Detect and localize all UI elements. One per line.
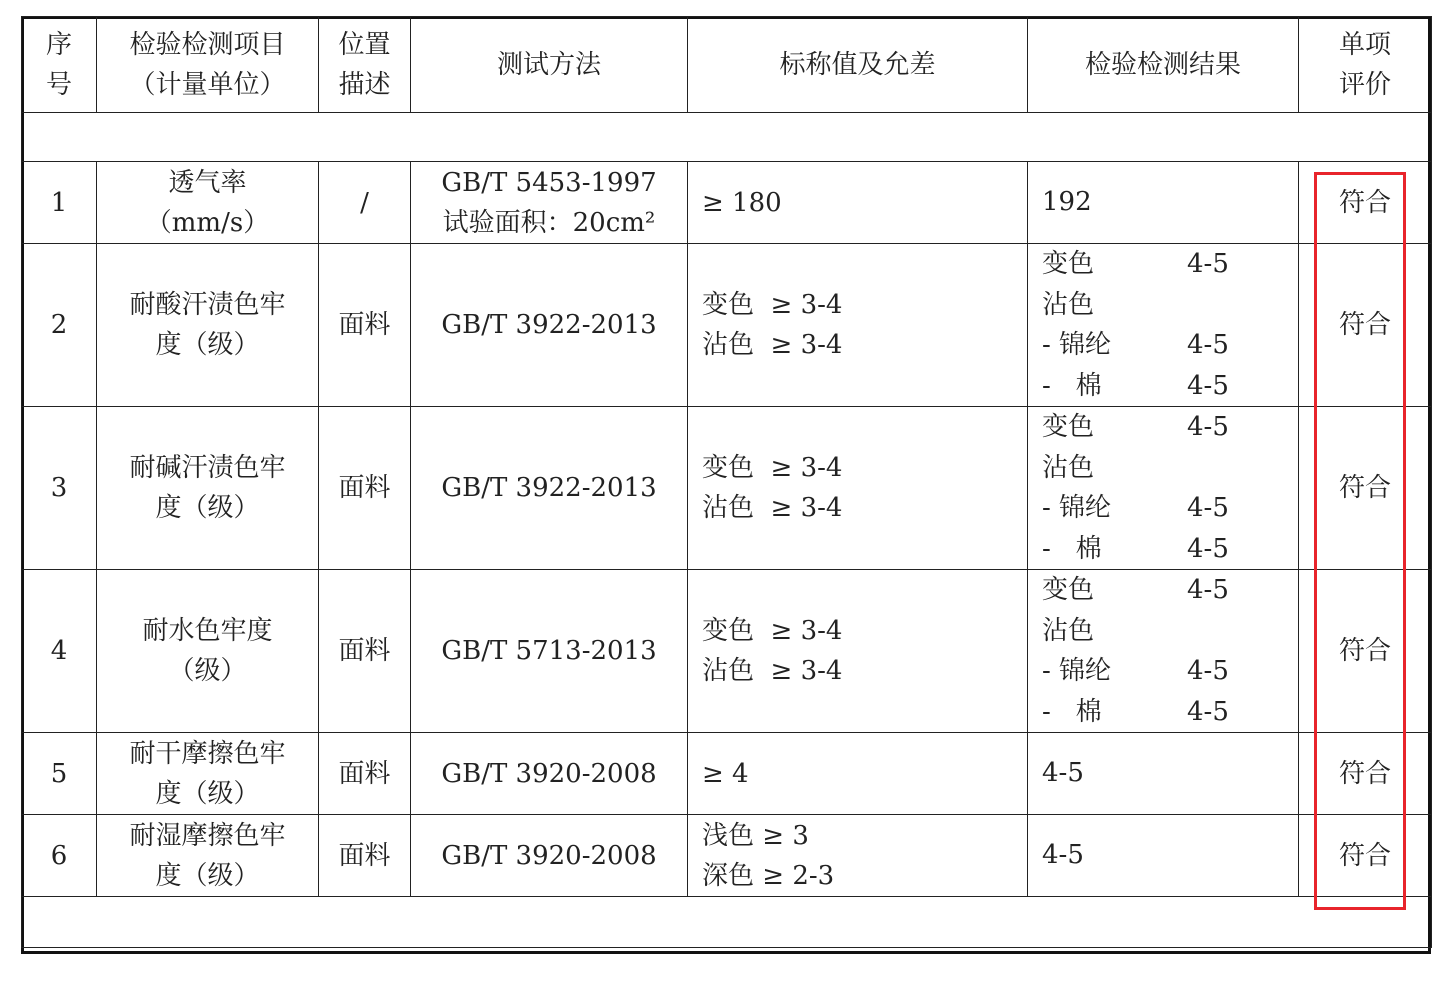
result-list [1042, 570, 1298, 732]
result-value: 4-5 [1187, 330, 1229, 360]
empty-row [22, 897, 1432, 948]
test-result-cell [1028, 733, 1299, 815]
test-result-cell [1028, 570, 1299, 733]
nominal-tolerance-cell [688, 815, 1028, 897]
result-list [1042, 407, 1298, 569]
nominal-tolerance-cell [688, 162, 1028, 244]
test-method-line: GB/T 5453-1997 [441, 167, 657, 198]
result-label: - 锦纶 [1042, 493, 1112, 523]
test-method-line: GB/T 3920-2008 [441, 758, 657, 789]
result-label: 4-5 [1042, 758, 1084, 789]
position-cell: 面料 [319, 815, 411, 897]
position-cell: 面料 [319, 244, 411, 407]
empty-cell [22, 897, 1432, 948]
result-value: 4-5 [1187, 370, 1229, 401]
result-list [1042, 244, 1298, 406]
test-item-line: 耐酸汗渍色牢 [129, 290, 286, 320]
nominal-tolerance-cell [688, 244, 1028, 407]
test-method-cell [411, 407, 688, 570]
nominal-tolerance-cell [688, 407, 1028, 570]
table-row [22, 244, 1432, 407]
test-method-cell [411, 244, 688, 407]
empty-cell [22, 113, 1432, 162]
result-value: 4-5 [1187, 696, 1229, 727]
empty-row [22, 113, 1432, 162]
result-label: - 锦纶 [1042, 330, 1112, 360]
nominal-tolerance-cell [688, 733, 1028, 815]
evaluation-cell: 符合 [1299, 244, 1432, 407]
table-row [22, 815, 1432, 897]
result-value [1187, 448, 1247, 489]
test-method-cell [411, 570, 688, 733]
result-value: 4-5 [1187, 575, 1229, 605]
result-value [1187, 182, 1247, 223]
test-result-cell [1028, 244, 1299, 407]
result-value [1187, 753, 1247, 794]
result-label: - 锦纶 [1042, 656, 1112, 686]
result-label: 变色 [1042, 575, 1095, 605]
table-row [22, 733, 1432, 815]
nominal-line: 深色 ≥ 2-3 [702, 860, 835, 891]
nominal-line: 变色 ≥ 3-4 [702, 616, 843, 646]
position-cell: 面料 [319, 407, 411, 570]
result-label: - 棉 [1042, 370, 1102, 401]
result-value: 4-5 [1187, 249, 1229, 279]
serial-number-cell: 4 [22, 570, 97, 733]
header-serial-number: 序 号 [22, 17, 97, 113]
result-value: 4-5 [1187, 412, 1229, 442]
table-row [22, 162, 1432, 244]
test-method-line: 试验面积：20cm² [442, 207, 656, 238]
test-item-line: （级） [168, 656, 247, 686]
evaluation-cell: 符合 [1299, 733, 1432, 815]
result-label: 变色 [1042, 412, 1095, 442]
test-item-line: 耐水色牢度 [142, 616, 273, 646]
test-item-line: 度（级） [155, 778, 260, 809]
test-item-line: 度（级） [155, 330, 260, 360]
test-item-cell [97, 407, 319, 570]
test-item-cell [97, 815, 319, 897]
evaluation-cell: 符合 [1299, 815, 1432, 897]
test-item-line: 透气率 [168, 167, 247, 198]
serial-number-cell: 2 [22, 244, 97, 407]
test-method-cell [411, 815, 688, 897]
evaluation-cell: 符合 [1299, 162, 1432, 244]
result-label: 变色 [1042, 249, 1095, 279]
result-value: 4-5 [1187, 493, 1229, 523]
result-label: 4-5 [1042, 840, 1084, 871]
header-test-item: 检验检测项目 （计量单位） [97, 17, 319, 113]
serial-number-cell: 5 [22, 733, 97, 815]
result-label: 192 [1042, 187, 1092, 218]
result-value: 4-5 [1187, 533, 1229, 564]
test-method-line: GB/T 5713-2013 [441, 636, 657, 666]
serial-number-cell: 3 [22, 407, 97, 570]
header-test-result: 检验检测结果 [1028, 17, 1299, 113]
table-row [22, 570, 1432, 733]
test-item-line: 耐干摩擦色牢 [129, 738, 286, 769]
test-method-line: GB/T 3922-2013 [441, 473, 657, 503]
serial-number-cell: 1 [22, 162, 97, 244]
result-list [1042, 753, 1298, 794]
nominal-line: ≥ 4 [702, 758, 749, 789]
nominal-line: 变色 ≥ 3-4 [702, 290, 843, 320]
header-nominal-tolerance: 标称值及允差 [688, 17, 1028, 113]
test-result-cell [1028, 815, 1299, 897]
result-value [1187, 835, 1247, 876]
header-position: 位置 描述 [319, 17, 411, 113]
nominal-line: 浅色 ≥ 3 [702, 820, 809, 851]
result-value [1187, 285, 1247, 326]
result-list [1042, 835, 1298, 876]
inspection-results-table [21, 16, 1432, 948]
test-result-cell [1028, 162, 1299, 244]
test-method-line: GB/T 3922-2013 [441, 310, 657, 340]
test-method-cell [411, 733, 688, 815]
test-method-cell [411, 162, 688, 244]
test-method-line: GB/T 3920-2008 [441, 840, 657, 871]
serial-number-cell: 6 [22, 815, 97, 897]
result-label: 沾色 [1042, 615, 1095, 646]
test-item-cell [97, 162, 319, 244]
result-label: - 棉 [1042, 696, 1102, 727]
result-label: - 棉 [1042, 533, 1102, 564]
table-row [22, 407, 1432, 570]
position-cell: / [319, 162, 411, 244]
result-label: 沾色 [1042, 452, 1095, 483]
test-item-cell [97, 570, 319, 733]
nominal-tolerance-cell [688, 570, 1028, 733]
test-item-line: 耐湿摩擦色牢 [129, 820, 286, 851]
table-header-row [22, 17, 1432, 113]
position-cell: 面料 [319, 570, 411, 733]
nominal-line: ≥ 180 [702, 187, 782, 218]
test-item-line: 耐碱汗渍色牢 [129, 453, 286, 483]
evaluation-cell: 符合 [1299, 407, 1432, 570]
header-test-method: 测试方法 [411, 17, 688, 113]
result-value [1187, 611, 1247, 652]
test-result-cell [1028, 407, 1299, 570]
test-item-cell [97, 244, 319, 407]
position-cell: 面料 [319, 733, 411, 815]
nominal-line: 变色 ≥ 3-4 [702, 453, 843, 483]
evaluation-cell: 符合 [1299, 570, 1432, 733]
header-evaluation: 单项 评价 [1299, 17, 1432, 113]
result-label: 沾色 [1042, 289, 1095, 320]
test-item-line: 度（级） [155, 493, 260, 523]
result-value: 4-5 [1187, 656, 1229, 686]
result-list [1042, 182, 1298, 223]
test-item-cell [97, 733, 319, 815]
test-item-line: 度（级） [155, 860, 260, 891]
nominal-line: 沾色 ≥ 3-4 [702, 493, 843, 523]
nominal-line: 沾色 ≥ 3-4 [702, 330, 843, 360]
test-item-line: （mm/s） [145, 207, 270, 238]
nominal-line: 沾色 ≥ 3-4 [702, 656, 843, 686]
